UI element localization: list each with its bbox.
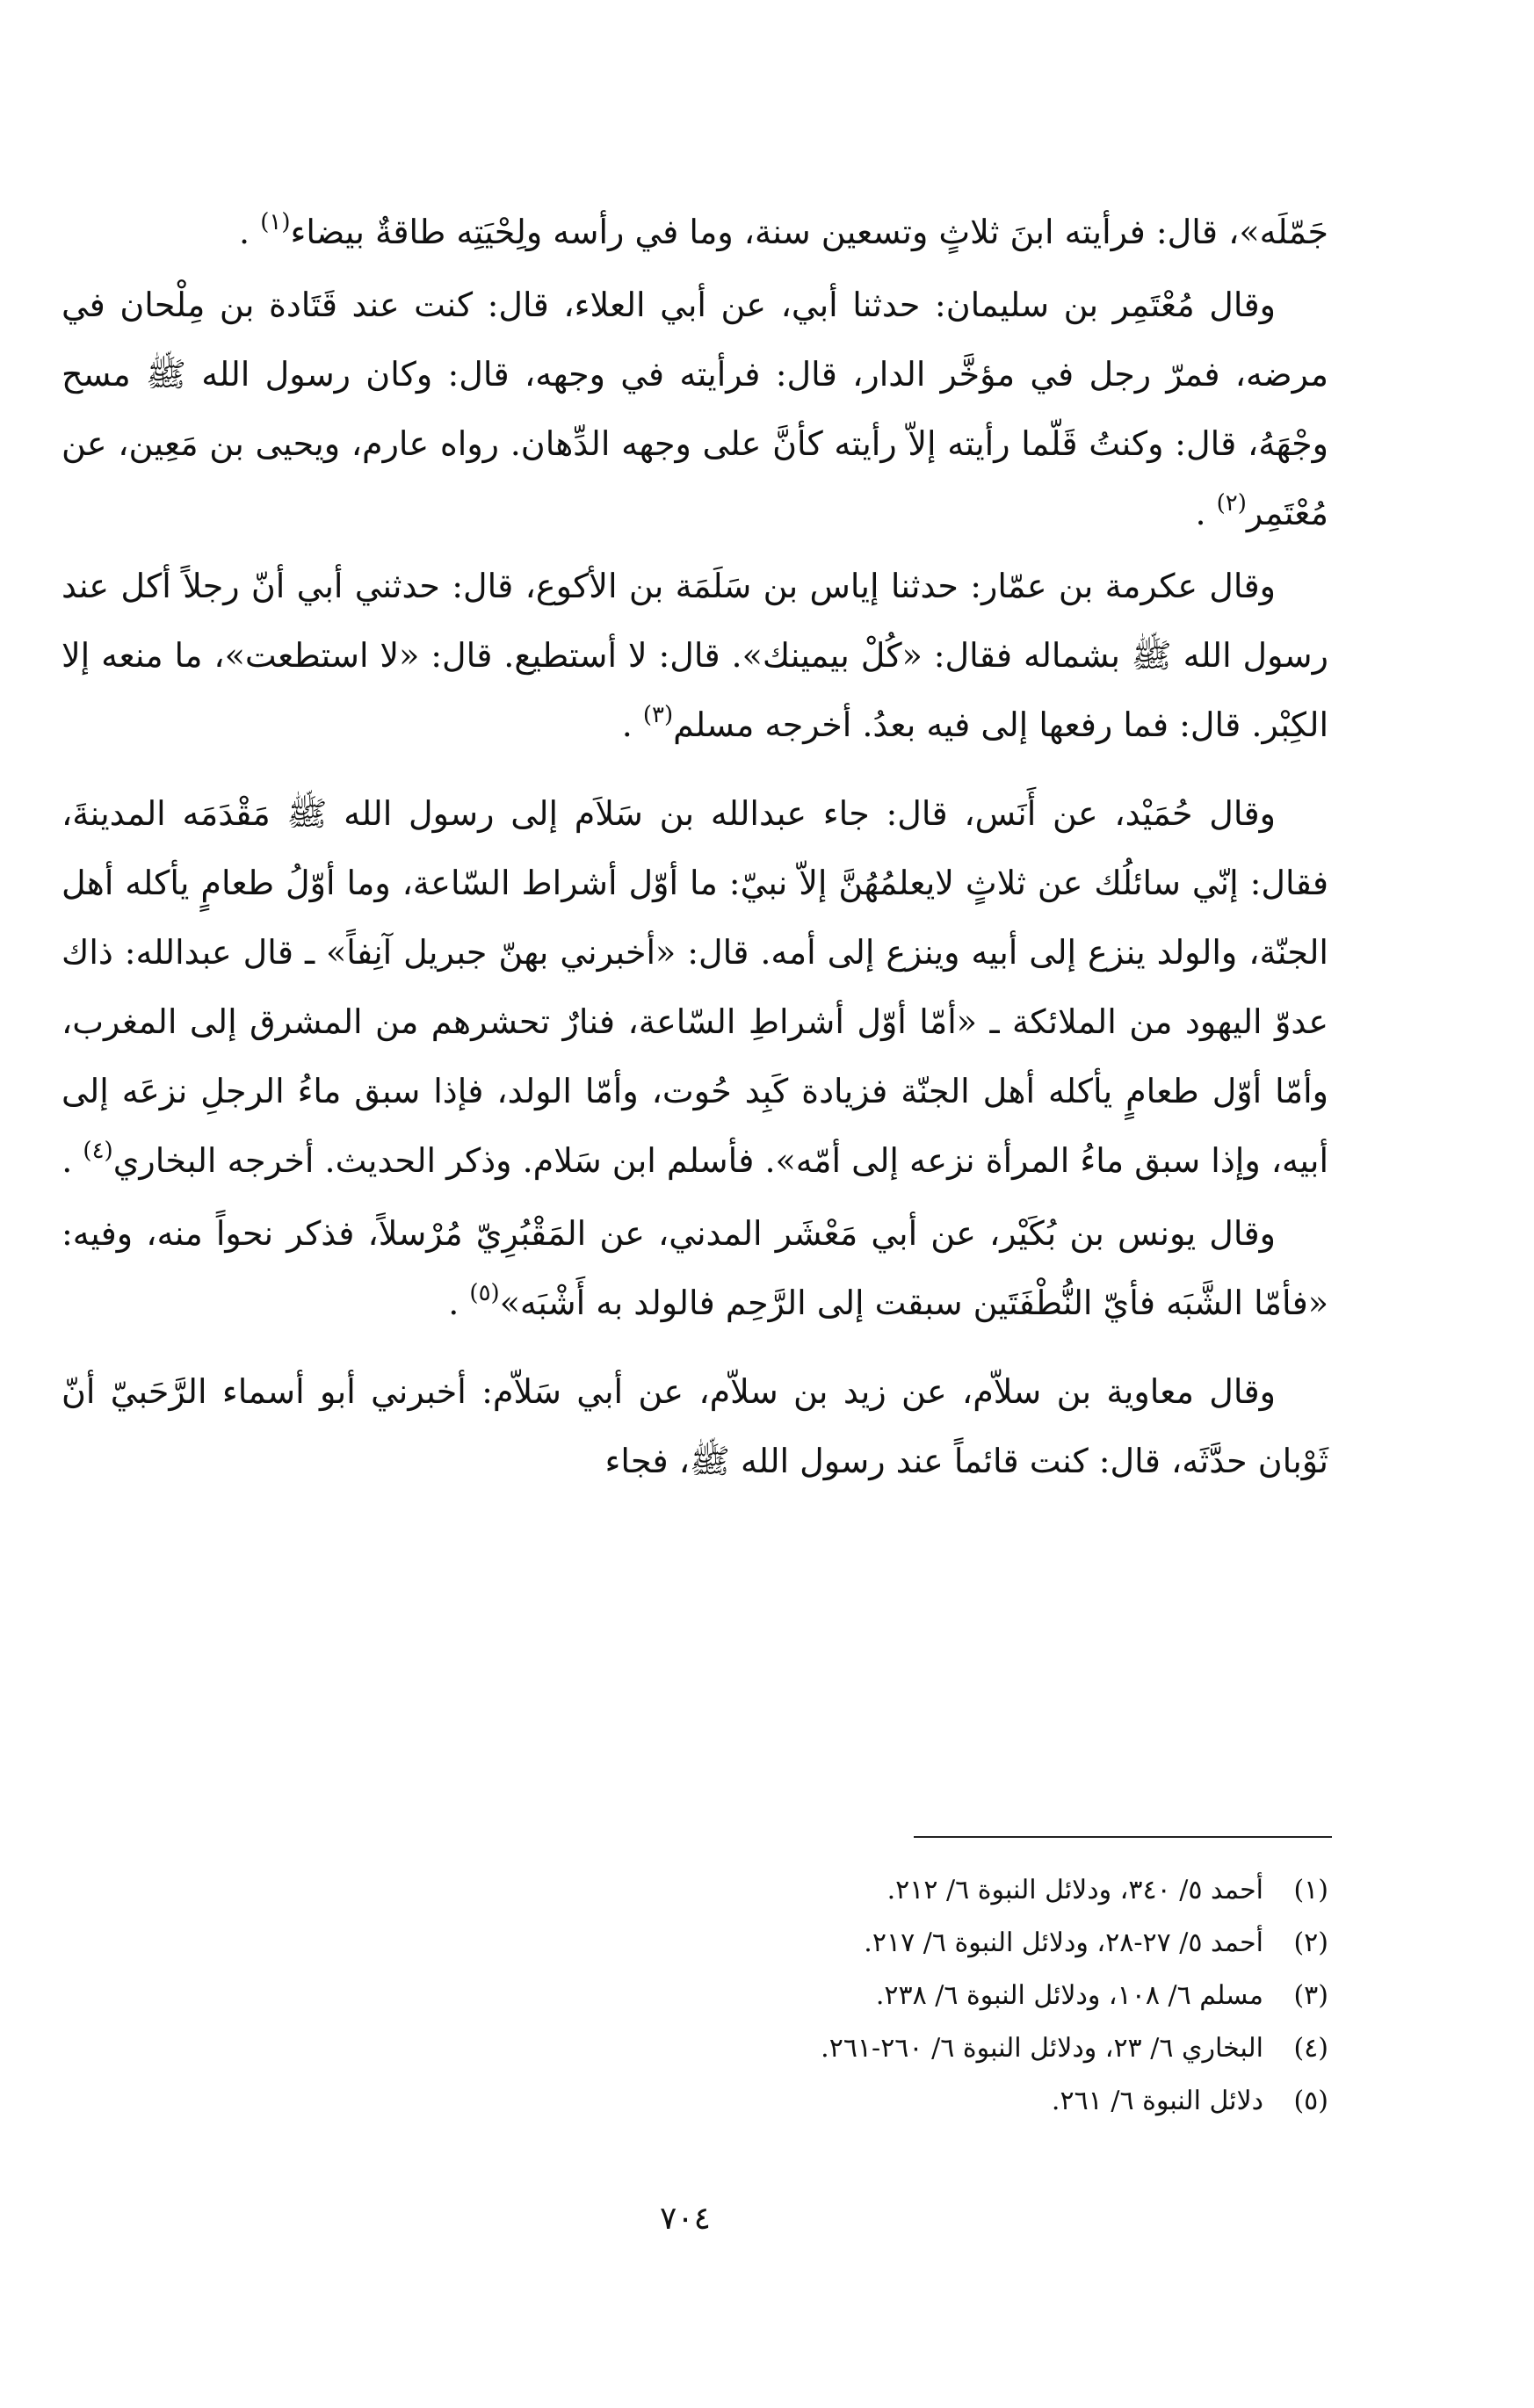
- paragraph-3: وقال عكرمة بن عمّار: حدثنا إياس بن سَلَمَة بن الأكوع، قال: حدثني أبي أنّ رجلاً أكل عند رسول الله ﷺ بشماله فقال: «كُلْ بيمينك». قال: لا أستطيع. قال: «لا استطعت»، ما منعه إلا الكِبْر. قال: فما رفعها إلى فيه بعدُ. أخرجه مسلم$^{(٣)}$ .: [62, 567, 1328, 744]
- footnote-ref-2: (٢): [1216, 490, 1247, 517]
- paragraph-2: وقال مُعْتَمِر بن سليمان: حدثنا أبي، عن أبي العلاء، قال: كنت عند قَتَادة بن مِلْحان في مرضه، فمرّ رجل في مؤخَّر الدار، قال: فرأيته في وجهه، قال: وكان رسول الله ﷺ مسح وجْهَهُ، قال: وكنتُ قَلّما رأيته إلاّ رأيته كأنَّ على وجهه الدِّهان. رواه عارم، ويحيى بن مَعِين، عن مُعْتَمِر$^{(٢)}$ .: [62, 286, 1328, 532]
- paragraph-1: جَمّلَه»، قال: فرأيته ابنَ ثلاثٍ وتسعين سنة، وما في رأسه ولِحْيَتِه طاقةٌ بيضاء$^{(١)}$ .: [239, 209, 1328, 251]
- footnote-item: [264, 1917, 1328, 1970]
- footnote-ref-3: (٣): [642, 702, 674, 728]
- footnotes: [264, 1864, 1328, 2128]
- paragraph-6: وقال معاوية بن سلاّم، عن زيد بن سلاّم، عن أبي سَلاّم: أخبرني أبو أسماء الرَّحَبيّ أنّ ثَوْبان حدَّثَه، قال: كنت قائماً عند رسول الله ﷺ، فجاء: [62, 1372, 1328, 1480]
- footnote-text: مسلم ٦/ ١٠٨، ودلائل النبوة ٦/ ٢٣٨.: [875, 1980, 1263, 2011]
- footnote-text: أحمد ٥/ ٢٧-٢٨، ودلائل النبوة ٦/ ٢١٧.: [864, 1927, 1263, 1958]
- footnote-text: البخاري ٦/ ٢٣، ودلائل النبوة ٦/ ٢٦٠-٢٦١.: [821, 2033, 1263, 2064]
- footnote-item: [264, 2075, 1328, 2128]
- paragraph-4: وقال حُمَيْد، عن أَنَس، قال: جاء عبدالله بن سَلاَم إلى رسول الله ﷺ مَقْدَمَه المدينةَ، فقال: إنّي سائلُك عن ثلاثٍ لايعلمُهُنَّ إلاّ نبيّ: ما أوّل أشراط السّاعة، وما أوّلُ طعامٍ يأكله أهل الجنّة، والولد ينزع إلى أبيه وينزع إلى أمه. قال: «أخبرني بهنّ جبريل آنِفاً» ـ قال عبدالله: ذاك عدوّ اليهود من الملائكة ـ «أمّا أوّل أشراطِ السّاعة، فنارٌ تحشرهم من المشرق إلى المغرب، وأمّا أوّل طعامٍ يأكله أهل الجنّة فزيادة كَبِد حُوت، وأمّا الولد، فإذا سبق ماءُ الرجلِ نزعَه إلى أبيه، وإذا سبق ماءُ المرأة نزعه إلى أمّه». فأسلم ابن سَلام. وذكر الحديث. أخرجه البخاري$^{(٤)}$ .: [62, 794, 1328, 1180]
- paragraph-5: وقال يونس بن بُكَيْر، عن أبي مَعْشَر المدني، عن المَقْبُرِيّ مُرْسلاً، فذكر نحواً منه، وفيه: «فأمّا الشَّبَه فأيّ النُّطْفَتَين سبقت إلى الرَّحِم فالولد به أَشْبَه»$^{(٥)}$ .: [62, 1214, 1328, 1322]
- footnote-divider: [914, 1836, 1332, 1838]
- page-number: ٧٠٤: [659, 2201, 711, 2237]
- footnote-marker: (٤): [1293, 2033, 1328, 2064]
- footnote-item: [264, 1864, 1328, 1917]
- footnote-ref-1: (١): [260, 209, 291, 235]
- main-text: [62, 198, 1328, 1496]
- footnote-text: أحمد ٥/ ٣٤٠، ودلائل النبوة ٦/ ٢١٢.: [886, 1875, 1263, 1905]
- footnote-item: [264, 2022, 1328, 2075]
- footnote-marker: (٥): [1293, 2086, 1328, 2116]
- footnote-marker: (٣): [1293, 1980, 1328, 2011]
- footnote-ref-5: (٥): [469, 1280, 500, 1306]
- footnote-marker: (٢): [1293, 1927, 1328, 1958]
- footnote-text: دلائل النبوة ٦/ ٢٦١.: [1051, 2086, 1263, 2116]
- footnote-marker: (١): [1293, 1875, 1328, 1905]
- footnote-ref-4: (٤): [83, 1138, 113, 1164]
- footnote-item: [264, 1970, 1328, 2022]
